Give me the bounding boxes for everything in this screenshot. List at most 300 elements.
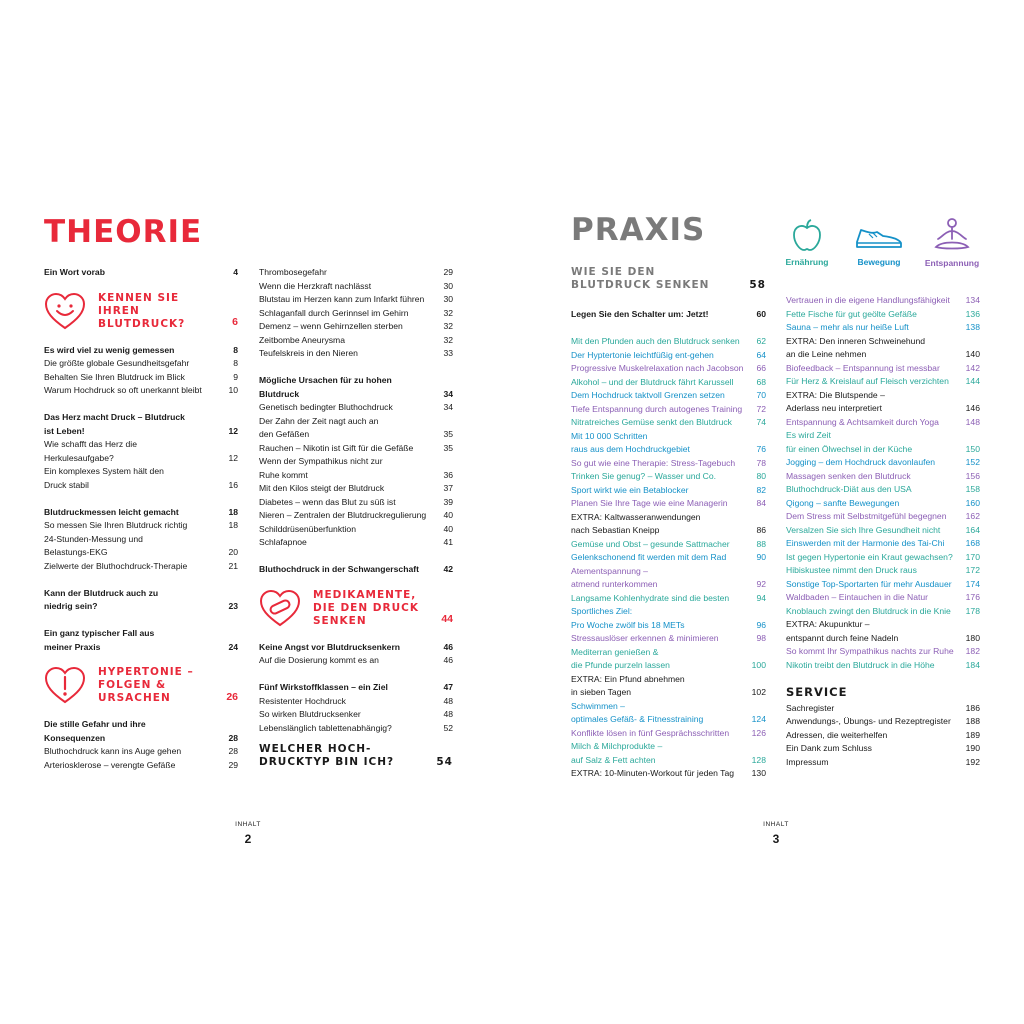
toc-entry-page: 78 (756, 457, 766, 468)
toc-entry-title: Bluthochdruck kann ins Auge gehen (44, 746, 182, 756)
toc-entry-title: auf Salz & Fett achten (571, 754, 656, 765)
toc-entry[interactable] (44, 266, 238, 280)
toc-entry-page: 182 (965, 646, 980, 656)
toc-entry[interactable] (571, 632, 766, 646)
toc-entry[interactable] (259, 695, 453, 709)
toc-entry-page: 8 (233, 344, 238, 355)
toc-entry-page (762, 646, 766, 660)
toc-entry-page: 96 (756, 619, 766, 630)
toc-entry[interactable] (786, 443, 980, 457)
toc-entry-title: Fette Fische für gut geölte Gefäße (786, 308, 917, 319)
toc-entry-page: 60 (756, 309, 766, 319)
toc-entry[interactable] (786, 715, 980, 729)
toc-entry-page: 62 (756, 336, 766, 346)
toc-entry-page: 80 (756, 471, 766, 481)
apple-icon (782, 218, 832, 252)
toc-entry-title: optimales Gefäß- & Fitnesstraining (571, 714, 704, 724)
toc-entry-title: Die stille Gefahr und ihre (44, 719, 146, 729)
toc-entry-page: 48 (443, 709, 453, 719)
toc-entry[interactable] (786, 578, 980, 592)
toc-entry-page: 100 (751, 660, 766, 670)
toc-entry[interactable] (571, 376, 766, 390)
toc-entry[interactable] (44, 759, 238, 773)
praxis-title: PRAXIS (571, 212, 706, 248)
toc-entry[interactable] (259, 293, 453, 307)
toc-entry[interactable] (259, 401, 453, 415)
toc-entry-title: Ein Wort vorab (44, 267, 105, 277)
toc-entry[interactable] (571, 349, 766, 363)
toc-entry-title: Mediterran genießen & (571, 646, 659, 657)
category-label: Entspannung (924, 258, 980, 268)
toc-entry-page: 126 (751, 727, 766, 738)
toc-entry-title: EXTRA: 10-Minuten-Workout für jeden Tag (571, 768, 735, 778)
theorie-title: THEORIE (44, 214, 203, 250)
toc-entry-page: 134 (965, 295, 980, 305)
toc-entry-page: 186 (965, 702, 980, 713)
toc-entry-title: den Gefäßen (259, 429, 310, 439)
toc-entry-page: 162 (965, 511, 980, 521)
toc-entry-page: 150 (965, 443, 980, 454)
toc-entry-page (234, 411, 238, 425)
toc-entry[interactable] (259, 374, 453, 388)
toc-entry-page: 12 (228, 452, 238, 463)
toc-entry[interactable] (44, 641, 238, 655)
toc-entry-page: 92 (756, 579, 766, 589)
toc-entry[interactable] (259, 523, 453, 537)
toc-entry[interactable] (786, 564, 980, 578)
toc-entry-title: Gelenkschonend fit werden mit dem Rad (571, 552, 727, 562)
toc-entry[interactable] (259, 266, 453, 280)
toc-entry-page: 47 (443, 682, 453, 692)
section-medikamente[interactable] (259, 589, 453, 629)
toc-entry[interactable] (44, 745, 238, 759)
toc-entry-page: 192 (965, 756, 980, 767)
toc-entry-page: 94 (756, 592, 766, 603)
toc-entry-page: 28 (228, 732, 238, 743)
toc-entry-page: 33 (443, 348, 453, 358)
toc-entry[interactable] (44, 384, 238, 398)
toc-entry[interactable] (786, 389, 980, 403)
page-number-right: 3 (772, 832, 780, 846)
toc-entry[interactable] (259, 681, 453, 695)
toc-entry[interactable] (786, 618, 980, 632)
toc-entry-page: 29 (443, 267, 453, 277)
toc-entry-title: Fünf Wirkstoffklassen – ein Ziel (259, 682, 388, 692)
toc-entry-title: Schwimmen – (571, 700, 625, 711)
section-page: 58 (749, 279, 766, 291)
toc-entry-title: Entspannung & Achtsamkeit durch Yoga (786, 416, 939, 427)
toc-entry[interactable] (44, 519, 238, 533)
toc-entry[interactable] (571, 659, 766, 673)
toc-entry[interactable] (44, 560, 238, 574)
toc-entry[interactable] (786, 591, 980, 605)
toc-entry[interactable] (786, 429, 980, 443)
toc-entry-page: 24 (228, 641, 238, 652)
toc-entry-page: 168 (965, 538, 980, 548)
toc-entry[interactable] (259, 641, 453, 655)
toc-entry-title: Für Herz & Kreislauf auf Fleisch verzichten (786, 376, 949, 386)
toc-entry[interactable] (571, 673, 766, 687)
toc-entry-title: Sonstige Top-Sportarten für mehr Ausdauer (786, 578, 952, 589)
toc-entry-page: 8 (233, 358, 238, 368)
toc-entry[interactable] (571, 592, 766, 606)
toc-entry[interactable] (259, 320, 453, 334)
toc-entry-page: 52 (443, 722, 453, 733)
toc-entry-page (234, 533, 238, 547)
toc-entry[interactable] (786, 321, 980, 335)
toc-entry-title: Arteriosklerose – verengte Gefäße (44, 759, 176, 770)
toc-entry-title: Bluthochdruck-Diät aus den USA (786, 484, 912, 494)
toc-entry-title: Ein Dank zum Schluss (786, 743, 872, 753)
section-welcher-hochdrucktyp[interactable] (259, 743, 453, 769)
toc-entry[interactable] (786, 470, 980, 484)
toc-entry-page: 190 (965, 743, 980, 753)
theorie-column-1 (44, 266, 238, 772)
toc-entry[interactable] (44, 546, 238, 560)
toc-entry[interactable] (571, 740, 766, 754)
toc-entry[interactable] (786, 537, 980, 551)
toc-entry[interactable] (259, 455, 453, 469)
toc-entry[interactable] (259, 415, 453, 429)
toc-entry[interactable] (259, 307, 453, 321)
toc-entry[interactable] (44, 357, 238, 371)
toc-entry-title: die Pfunde purzeln lassen (571, 660, 670, 670)
toc-entry[interactable] (44, 627, 238, 641)
toc-entry-title: Impressum (786, 756, 829, 767)
toc-entry[interactable] (571, 551, 766, 565)
smiling-heart-icon (44, 292, 86, 332)
toc-entry[interactable] (571, 700, 766, 714)
toc-entry[interactable] (259, 563, 453, 577)
toc-entry[interactable] (44, 732, 238, 746)
spacer (44, 398, 238, 412)
toc-entry-page (449, 374, 453, 388)
toc-entry-page: 156 (965, 470, 980, 481)
toc-entry[interactable] (571, 389, 766, 403)
toc-entry[interactable] (786, 645, 980, 659)
toc-entry-title: EXTRA: Ein Pfund abnehmen (571, 673, 685, 684)
toc-entry[interactable] (44, 506, 238, 520)
toc-entry-page: 138 (965, 322, 980, 332)
section-title: MEDIKAMENTE, DIE DEN DRUCK SENKEN (313, 588, 419, 627)
toc-entry-page: 86 (756, 525, 766, 535)
category-bewegung (853, 222, 905, 267)
toc-entry[interactable] (571, 713, 766, 727)
toc-entry-title: Nieren – Zentralen der Blutdruckregulierung (259, 510, 427, 520)
toc-entry[interactable] (259, 722, 453, 736)
toc-entry[interactable] (786, 456, 980, 470)
toc-entry-title: Aderlass neu interpretiert (786, 403, 883, 413)
section-wie-sie-den-blutdruck-senken[interactable] (571, 266, 766, 292)
toc-entry-title: für einen Ölwechsel in der Küche (786, 443, 913, 454)
toc-entry-title: Langsame Kohlenhydrate sind die besten (571, 592, 730, 603)
toc-entry[interactable] (44, 465, 238, 479)
sneaker-icon (853, 222, 905, 252)
toc-entry[interactable] (786, 605, 980, 619)
toc-entry[interactable] (259, 496, 453, 510)
section-title: KENNEN SIE IHREN BLUTDRUCK? (98, 291, 186, 330)
toc-entry-title: Mögliche Ursachen für zu hohen (259, 375, 392, 385)
toc-entry[interactable] (259, 347, 453, 361)
toc-entry-page: 102 (751, 687, 766, 697)
toc-entry[interactable] (786, 510, 980, 524)
toc-entry-title: Pro Woche zwölf bis 18 METs (571, 619, 685, 630)
toc-entry[interactable] (44, 344, 238, 358)
toc-entry-page: 180 (965, 632, 980, 643)
toc-entry-title: EXTRA: Den inneren Schweinehund (786, 335, 926, 346)
toc-entry-title: So gut wie eine Therapie: Stress-Tagebuch (571, 457, 736, 468)
section-page: 26 (226, 690, 238, 703)
toc-entry-page: 144 (965, 376, 980, 386)
toc-entry[interactable] (571, 524, 766, 538)
toc-entry-page (762, 430, 766, 444)
toc-entry[interactable] (786, 756, 980, 770)
toc-entry[interactable] (571, 767, 766, 781)
toc-entry-title: Genetisch bedingter Bluthochdruck (259, 402, 393, 412)
toc-entry-title: Rauchen – Nikotin ist Gift für die Gefäße (259, 442, 414, 453)
toc-entry-title: raus aus dem Hochdruckgebiet (571, 444, 690, 454)
toc-entry[interactable] (786, 308, 980, 322)
toc-entry[interactable] (259, 388, 453, 402)
toc-entry[interactable] (259, 280, 453, 294)
toc-entry-title: Ist gegen Hypertonie ein Kraut gewachsen? (786, 551, 953, 562)
toc-entry[interactable] (571, 416, 766, 430)
category-label: Ernährung (785, 257, 829, 267)
toc-entry[interactable] (44, 425, 238, 439)
toc-entry[interactable] (44, 718, 238, 732)
toc-entry[interactable] (571, 578, 766, 592)
toc-entry-page: 40 (443, 523, 453, 534)
toc-entry-title: Teufelskreis in den Nieren (259, 348, 358, 358)
toc-entry[interactable] (786, 362, 980, 376)
toc-entry[interactable] (44, 587, 238, 601)
toc-entry-title: 24-Stunden-Messung und (44, 533, 143, 544)
toc-entry-page: 74 (756, 417, 766, 427)
toc-entry[interactable] (786, 729, 980, 743)
toc-entry-title: Adressen, die weiterhelfen (786, 729, 888, 740)
toc-entry-page: 170 (965, 551, 980, 562)
toc-entry-title: Milch & Milchprodukte – (571, 741, 663, 751)
pill-heart-icon (259, 589, 301, 629)
toc-entry[interactable] (259, 469, 453, 483)
section-title: HYPERTONIE – FOLGEN & URSACHEN (98, 666, 194, 704)
toc-entry-page: 82 (756, 484, 766, 495)
toc-entry[interactable] (786, 742, 980, 756)
exclamation-heart-icon (44, 666, 86, 706)
toc-entry[interactable] (786, 294, 980, 308)
toc-entry[interactable] (259, 428, 453, 442)
toc-entry[interactable] (571, 538, 766, 552)
toc-entry[interactable] (44, 600, 238, 614)
toc-entry-page: 174 (965, 578, 980, 589)
toc-entry[interactable] (786, 702, 980, 716)
toc-entry-page: 30 (443, 280, 453, 291)
toc-entry-title: Ein ganz typischer Fall aus (44, 628, 155, 638)
toc-entry[interactable] (571, 605, 766, 619)
toc-entry-title: Der Hyptertonie leichtfüßig ent-gehen (571, 349, 714, 360)
toc-entry-page: 18 (228, 520, 238, 530)
toc-entry[interactable] (571, 457, 766, 471)
toc-entry-page: 68 (756, 376, 766, 387)
section-hypertonie-folgen-ursachen[interactable] (44, 666, 238, 706)
toc-entry-title: Das Herz macht Druck – Blutdruck (44, 412, 185, 422)
toc-entry[interactable] (44, 371, 238, 385)
toc-entry[interactable] (571, 754, 766, 768)
toc-entry[interactable] (786, 335, 980, 349)
section-title: WIE SIE DEN BLUTDRUCK SENKEN (571, 266, 710, 291)
footer-label-right: INHALT (763, 821, 789, 828)
toc-entry[interactable] (571, 403, 766, 417)
toc-entry-title: Qigong – sanfte Bewegungen (786, 497, 900, 508)
toc-entry-page (762, 565, 766, 579)
toc-entry-title: Mit den Kilos steigt der Blutdruck (259, 483, 385, 493)
toc-entry-title: Sportliches Ziel: (571, 606, 633, 616)
toc-entry-title: EXTRA: Die Blutspende – (786, 389, 885, 400)
toc-entry-page: 66 (756, 363, 766, 373)
toc-entry-title: Schlafapnoe (259, 537, 307, 547)
toc-entry-page: 72 (756, 403, 766, 414)
page-number-left: 2 (244, 832, 252, 846)
toc-entry-page: 178 (965, 605, 980, 616)
toc-entry-page: 64 (756, 349, 766, 360)
toc-entry-page: 16 (228, 479, 238, 490)
toc-entry-title: EXTRA: Kaltwasseranwendungen (571, 511, 701, 522)
toc-entry-title: Die größte globale Gesundheitsgefahr (44, 358, 190, 368)
toc-entry[interactable] (786, 632, 980, 646)
toc-entry[interactable] (44, 479, 238, 493)
toc-entry[interactable] (259, 654, 453, 668)
toc-entry[interactable] (259, 482, 453, 496)
toc-entry-title: Resistenter Hochdruck (259, 695, 346, 706)
spacer (259, 668, 453, 682)
toc-entry[interactable] (44, 452, 238, 466)
toc-entry[interactable] (786, 551, 980, 565)
toc-entry-title: entspannt durch feine Nadeln (786, 632, 899, 643)
toc-entry-title: Nitratreiches Gemüse senkt den Blutdruck (571, 417, 732, 427)
toc-entry-title: Sauna – mehr als nur heiße Luft (786, 322, 909, 332)
toc-entry-title: Auf die Dosierung kommt es an (259, 655, 379, 665)
toc-entry[interactable] (571, 565, 766, 579)
toc-entry[interactable] (786, 497, 980, 511)
meditation-icon (922, 217, 982, 253)
section-kennen-sie-ihren-blutdruck[interactable] (44, 292, 238, 332)
toc-entry-page: 9 (233, 371, 238, 382)
toc-entry-title: Kann der Blutdruck auch zu (44, 587, 159, 598)
toc-entry[interactable] (786, 524, 980, 538)
toc-entry[interactable] (259, 442, 453, 456)
toc-entry[interactable] (786, 483, 980, 497)
toc-entry[interactable] (259, 509, 453, 523)
toc-entry-page (762, 605, 766, 619)
toc-entry-title: Lebenslänglich tablettenabhängig? (259, 722, 392, 733)
toc-entry[interactable] (786, 416, 980, 430)
toc-entry-title: Gemüse und Obst – gesunde Sattmacher (571, 538, 730, 549)
toc-entry-title: Mit 10 000 Schritten (571, 430, 648, 441)
toc-entry-page: 90 (756, 552, 766, 562)
toc-entry[interactable] (259, 536, 453, 550)
toc-entry-title: Behalten Sie Ihren Blutdruck im Blick (44, 371, 185, 382)
toc-entry[interactable] (571, 308, 766, 322)
toc-entry-title: Wenn die Herzkraft nachlässt (259, 280, 372, 291)
toc-entry[interactable] (571, 686, 766, 700)
toc-entry-title: Diabetes – wenn das Blut zu süß ist (259, 496, 396, 507)
toc-entry-title: nach Sebastian Kneipp (571, 525, 660, 535)
toc-entry-title: niedrig sein? (44, 601, 98, 611)
toc-entry-page: 140 (965, 349, 980, 359)
toc-entry-title: Blutdruckmessen leicht gemacht (44, 506, 179, 517)
toc-entry[interactable] (786, 375, 980, 389)
toc-entry-title: Schlaganfall durch Gerinnsel im Gehirn (259, 307, 409, 318)
toc-entry[interactable] (571, 443, 766, 457)
toc-entry[interactable] (44, 411, 238, 425)
toc-entry-page: 39 (443, 496, 453, 507)
toc-entry-page (976, 335, 980, 349)
toc-entry-page: 18 (228, 506, 238, 517)
toc-entry-page: 128 (751, 754, 766, 765)
toc-entry-title: Sachregister (786, 702, 835, 713)
toc-entry-page (449, 415, 453, 429)
toc-entry[interactable] (44, 533, 238, 547)
toc-entry[interactable] (571, 470, 766, 484)
toc-entry[interactable] (571, 430, 766, 444)
toc-entry-page: 176 (965, 592, 980, 602)
toc-entry[interactable] (571, 511, 766, 525)
toc-entry-title: Wenn der Sympathikus nicht zur (259, 456, 383, 466)
toc-entry[interactable] (259, 334, 453, 348)
toc-entry-title: Atementspannung – (571, 565, 648, 576)
toc-entry-page: 35 (443, 429, 453, 439)
toc-entry[interactable] (571, 362, 766, 376)
toc-entry-title: Es wird viel zu wenig gemessen (44, 344, 175, 355)
category-label: Bewegung (857, 257, 901, 267)
category-entspannung (922, 217, 982, 268)
toc-entry-title: Alkohol – und der Blutdruck fährt Karussell (571, 376, 734, 387)
toc-entry-page: 84 (756, 498, 766, 508)
toc-entry-page: 34 (443, 402, 453, 412)
toc-entry-page: 41 (443, 537, 453, 547)
toc-entry[interactable] (786, 348, 980, 362)
toc-entry[interactable] (571, 727, 766, 741)
toc-entry-page (234, 438, 238, 452)
toc-entry-page: 88 (756, 538, 766, 549)
toc-entry-page: 189 (965, 729, 980, 740)
toc-entry[interactable] (786, 659, 980, 673)
toc-entry-page: 136 (965, 308, 980, 319)
spacer (259, 550, 453, 564)
toc-entry[interactable] (571, 335, 766, 349)
toc-entry-page: 29 (228, 759, 238, 770)
toc-entry[interactable] (259, 708, 453, 722)
toc-entry-page: 124 (751, 714, 766, 724)
toc-entry-page: 30 (443, 294, 453, 304)
category-ernaehrung (782, 218, 832, 267)
toc-entry-page: 12 (228, 425, 238, 436)
toc-entry[interactable] (571, 484, 766, 498)
toc-entry-page (234, 587, 238, 601)
toc-entry[interactable] (786, 402, 980, 416)
toc-entry-title: Hibiskustee nimmt den Druck raus (786, 565, 917, 575)
toc-entry-page: 36 (443, 469, 453, 480)
toc-entry-title: Zeitbombe Aneurysma (259, 334, 345, 345)
toc-entry-title: in sieben Tagen (571, 687, 632, 697)
toc-entry[interactable] (571, 619, 766, 633)
toc-entry-title: So messen Sie Ihren Blutdruck richtig (44, 520, 188, 530)
toc-entry-title: Mit den Pfunden auch den Blutdruck senken (571, 336, 740, 346)
toc-entry[interactable] (571, 497, 766, 511)
toc-entry[interactable] (571, 646, 766, 660)
toc-entry-page: 48 (443, 695, 453, 706)
toc-entry[interactable] (44, 438, 238, 452)
